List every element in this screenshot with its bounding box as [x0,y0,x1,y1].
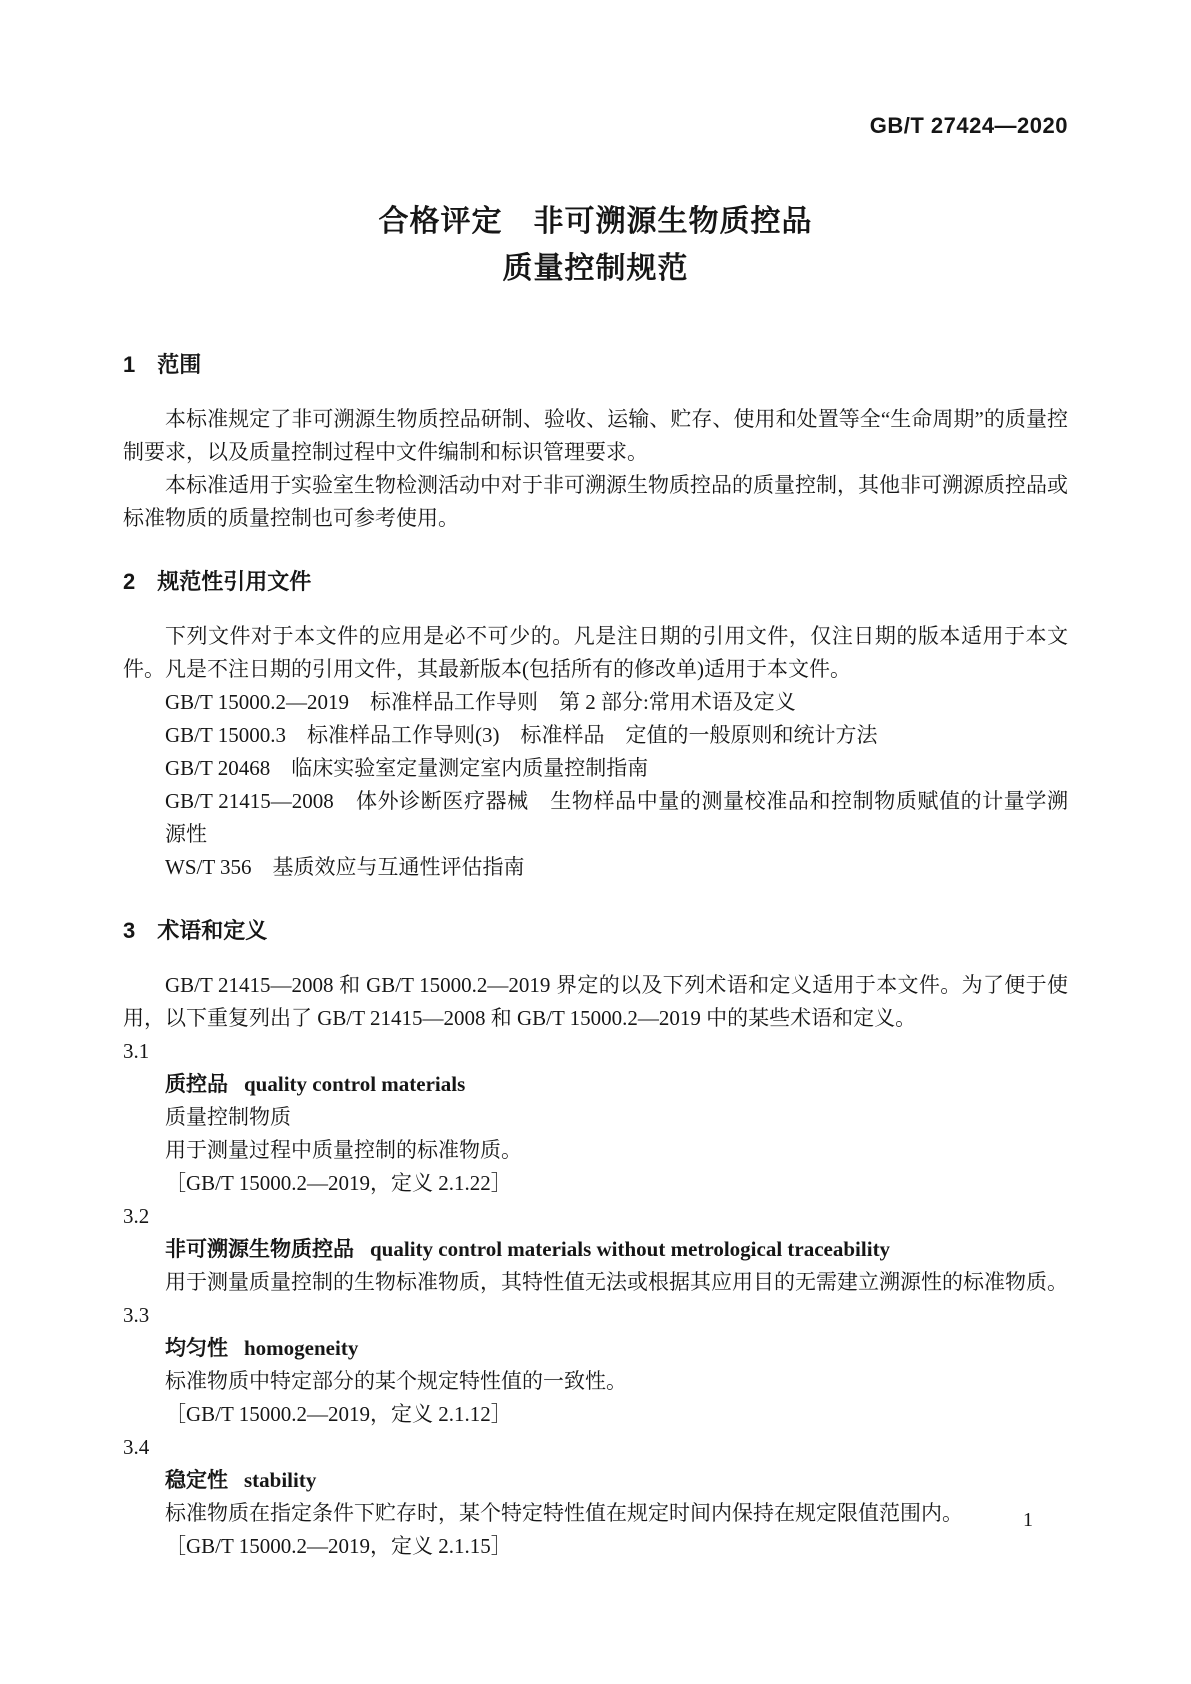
term-synonym: 质量控制物质 [165,1105,291,1129]
title-line-1: 合格评定 非可溯源生物质控品 [378,205,813,238]
term-chinese: 非可溯源生物质控品 [165,1238,354,1261]
section-1-paragraph-1: 本标准规定了非可溯源生物质控品研制、验收、运输、贮存、使用和处置等全“生命周期”的质量控制要求，以及质量控制过程中文件编制和标识管理要求。 [123,407,1068,464]
document-title [123,198,1068,292]
term-english: quality control materials [244,1072,466,1096]
section-2-paragraph-1: 下列文件对于本文件的应用是必不可少的。凡是注日期的引用文件，仅注日期的版本适用于本文件。凡是不注日期的引用文件，其最新版本(包括所有的修改单)适用于本文件。 [123,624,1068,681]
section-2-title: 规范性引用文件 [157,569,312,594]
standard-number: GB/T 27424—2020 [869,113,1068,138]
normative-reference: GB/T 15000.2—2019 标准样品工作导则 第 2 部分:常用术语及定义 [165,690,796,714]
term-definition: 标准物质中特定部分的某个规定特性值的一致性。 [165,1369,627,1393]
section-1-number: 1 [123,352,136,377]
term-english: stability [244,1468,317,1492]
section-1-heading [123,348,1068,381]
term-english: homogeneity [244,1336,359,1360]
term-chinese: 质控品 [165,1073,228,1096]
term-source: ［GB/T 15000.2—2019，定义 2.1.15］ [165,1534,512,1558]
normative-reference: WS/T 356 基质效应与互通性评估指南 [165,855,525,879]
term-number: 3.3 [123,1303,150,1327]
term-number: 3.1 [123,1039,150,1063]
section-3-heading [123,914,1068,947]
term-entry [165,1332,1068,1365]
normative-reference: GB/T 20468 临床实验室定量测定室内质量控制指南 [165,756,649,780]
term-definition: 用于测量质量控制的生物标准物质，其特性值无法或根据其应用目的无需建立溯源性的标准物质。 [165,1270,1068,1294]
section-3-title: 术语和定义 [157,918,268,943]
section-1-title: 范围 [157,352,202,377]
section-3-number: 3 [123,918,136,943]
term-entry [165,1464,1068,1497]
term-definition: 标准物质在指定条件下贮存时，某个特定特性值在规定时间内保持在规定限值范围内。 [165,1501,963,1525]
term-chinese: 均匀性 [165,1337,228,1360]
term-definition: 用于测量过程中质量控制的标准物质。 [165,1138,522,1162]
section-2-number: 2 [123,569,136,594]
term-english: quality control materials without metrological traceability [370,1237,891,1261]
normative-reference: GB/T 21415—2008 体外诊断医疗器械 生物样品中量的测量校准品和控制物质赋值的计量学溯源性 [165,789,1068,846]
term-entry [165,1233,1068,1266]
normative-reference: GB/T 15000.3 标准样品工作导则(3) 标准样品 定值的一般原则和统计方法 [165,723,878,747]
section-3-paragraph-1: GB/T 21415—2008 和 GB/T 15000.2—2019 界定的以及下列术语和定义适用于本文件。为了便于使用，以下重复列出了 GB/T 21415—2008 和 GB/T 15000.2—2019 中的某些术语和定义。 [123,973,1068,1030]
term-source: ［GB/T 15000.2—2019，定义 2.1.22］ [165,1171,512,1195]
page-number: 1 [1023,1509,1033,1531]
term-source: ［GB/T 15000.2—2019，定义 2.1.12］ [165,1402,512,1426]
title-line-2: 质量控制规范 [502,252,689,285]
section-1-paragraph-2: 本标准适用于实验室生物检测活动中对于非可溯源生物质控品的质量控制，其他非可溯源质控品或标准物质的质量控制也可参考使用。 [123,473,1068,530]
term-number: 3.2 [123,1204,150,1228]
section-2-heading [123,565,1068,598]
term-number: 3.4 [123,1435,150,1459]
term-chinese: 稳定性 [165,1469,228,1492]
term-entry [165,1068,1068,1101]
